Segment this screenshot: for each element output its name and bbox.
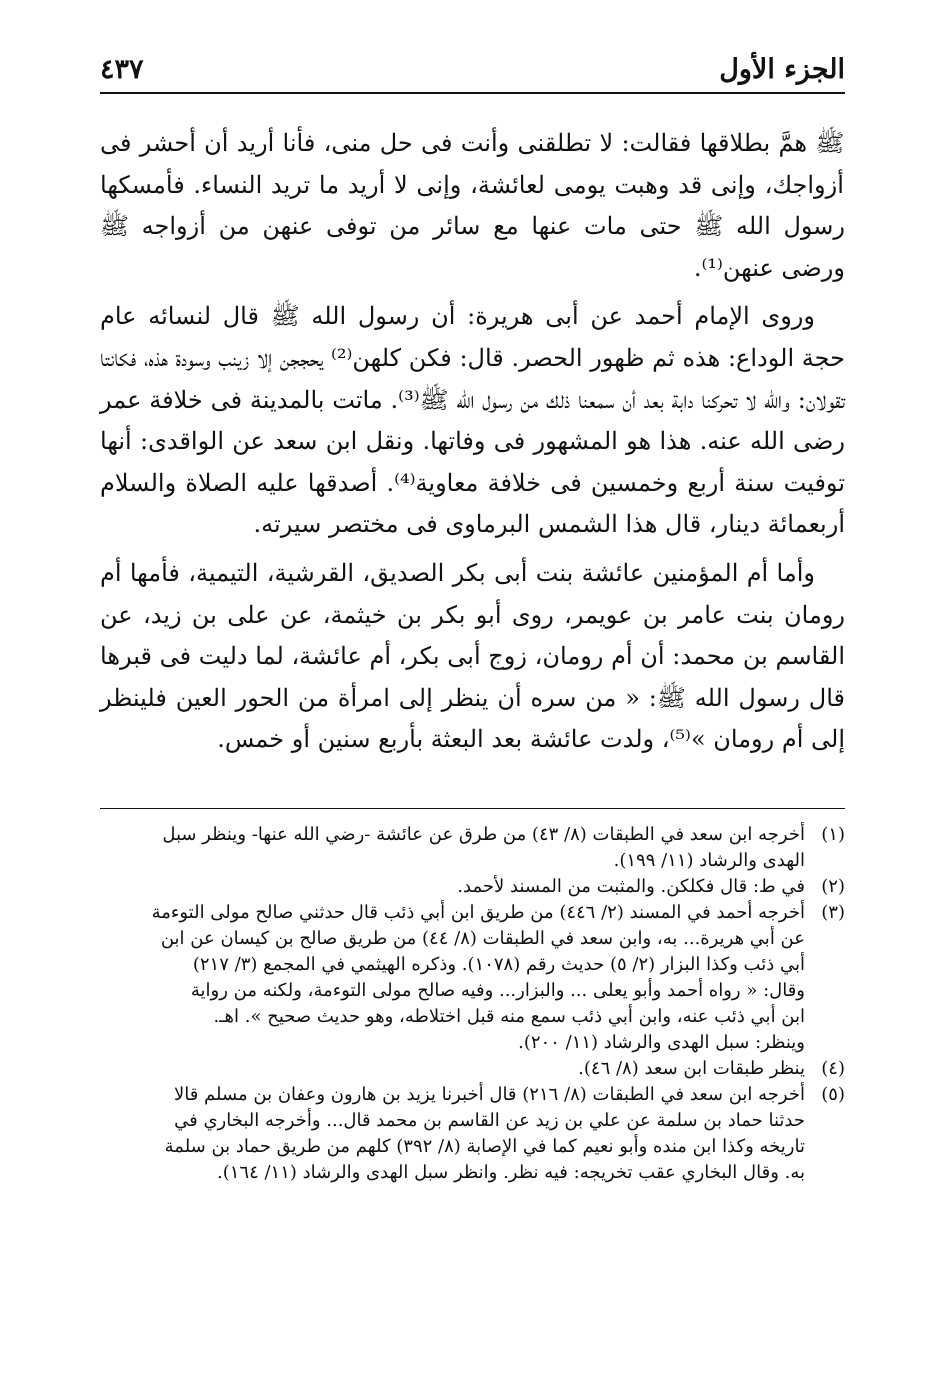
page-number: ٤٣٧ xyxy=(100,54,144,85)
text-line: وروى الإمام أحمد عن أبى هريرة: أن رسول الله ﷺ قال لنسائه عام حجة xyxy=(100,302,846,372)
running-header xyxy=(100,48,845,94)
text-line: ولدت عائشة بعد البعثة بأربع سنين أو خمس. xyxy=(217,725,655,754)
footnote xyxy=(100,822,845,874)
footnote-line: ينظر طبقات ابن سعد (٨/ ٤٦). xyxy=(578,1058,805,1079)
text-line: ﷺ: « من سره أن ينظر إلى امرأة من الحور العين فلينظر إلى أم رومان »⁽⁵⁾، xyxy=(100,683,845,754)
text-line: ﷺ همَّ بطلاقها فقالت: لا تطلقنى وأنت فى حل منى، فأنا أريد أن أحشر فى xyxy=(100,129,845,157)
paragraph xyxy=(100,296,845,546)
footnote-number: (١) xyxy=(821,824,845,845)
footnote-line: عن أبي هريرة... به، وابن سعد في الطبقات (٨/ ٤٤) من طريق صالح بن كيسان عن ابن xyxy=(160,928,805,949)
footnote-number: (٢) xyxy=(821,876,845,897)
footnote-line: به. وقال البخاري عقب تخريجه: فيه نظر. وانظر سبل الهدى والرشاد (١١/ ١٦٤). xyxy=(216,1162,805,1183)
text-line: فكانتا تقولان: والله لا تحركنا دابة بعد أن سمعنا ذلك من رسول الله ﷺ⁽³⁾. ماتت xyxy=(100,343,845,414)
footnote-line: وقال: « رواه أحمد وأبو يعلى ... والبزار... وفيه صالح مولى التوءمة، ولكنه من رواية xyxy=(190,980,805,1001)
text-line: وأما أم المؤمنين عائشة بنت أبى بكر الصديق، القرشية، التيمية، فأمها أم رومان xyxy=(100,558,845,629)
part-title: الجزء الأول xyxy=(719,54,845,85)
footnote-line: وينظر: سبل الهدى والرشاد (١١/ ٢٠٠). xyxy=(518,1032,805,1053)
text-line: محمد: أن أم رومان، زوج أبى بكر، أم عائشة، لما دليت فى قبرها قال رسول الله xyxy=(100,642,845,712)
footnote-number: (٤) xyxy=(821,1058,845,1079)
text-line: الوداع: هذه ثم ظهور الحصر. قال: فكن كلهن⁽²⁾ يحججن إلا زينب وسودة هذه، xyxy=(136,343,795,372)
footnote-number: (٥) xyxy=(821,1084,845,1105)
footnote-number: (٣) xyxy=(821,902,845,923)
footnote-line: في ط: قال فكلكن. والمثبت من المسند لأحمد. xyxy=(457,876,805,897)
footnote-line: أخرجه أحمد في المسند (٢/ ٤٤٦) من طريق ابن أبي ذئب قال حدثني صالح مولى التوءمة xyxy=(151,902,805,923)
footnote-line: أبي ذئب وكذا البزار (٢/ ٥) حديث رقم (١٠٧٨). وذكره الهيثمي في المجمع (٣/ ٢١٧) xyxy=(192,954,805,975)
paragraph xyxy=(100,123,845,289)
footnotes xyxy=(100,822,845,1186)
footnote-line: تاريخه وكذا ابن منده وأبو نعيم كما في الإصابة (٨/ ٣٩٢) كلهم من طريق حماد بن سلمة xyxy=(164,1136,805,1157)
footnote xyxy=(100,900,845,1056)
text-line: بالمدينة فى خلافة عمر رضى الله عنه. هذا هو المشهور فى وفاتها. ونقل ابن سعد xyxy=(100,385,846,456)
text-line: أزواجك، وإنى قد وهبت يومى لعائشة، وإنى لا أريد ما تريد النساء. فأمسكها xyxy=(100,170,844,199)
footnote-divider xyxy=(100,808,845,809)
footnote-line: أخرجه ابن سعد في الطبقات (٨/ ٢١٦) قال أخبرنا يزيد بن هارون وعفان بن مسلم قالا xyxy=(173,1084,805,1105)
paragraph xyxy=(100,553,845,761)
footnote-line: الهدى والرشاد (١١/ ١٩٩). xyxy=(613,850,805,871)
footnote xyxy=(100,874,845,900)
text-line: بنت عامر بن عويمر، روى أبو بكر بن خيثمة، عن على بن زيد، عن القاسم بن xyxy=(100,600,845,671)
footnote xyxy=(100,1056,845,1082)
footnote xyxy=(100,1082,845,1186)
text-line: عن الواقدى: أنها توفيت سنة أربع وخمسين فى خلافة معاوية⁽⁴⁾. أصدقها عليه xyxy=(100,427,845,497)
footnote-line: حدثنا حماد بن سلمة عن علي بن زيد عن القاسم بن محمد قال... وأخرجه البخاري في xyxy=(174,1110,805,1131)
main-text xyxy=(100,123,845,761)
footnote-line: ابن أبي ذئب عنه، وابن أبي ذئب سمع منه قبل اختلاطه، وهو حديث صحيح ». اهـ. xyxy=(213,1006,805,1027)
text-line: عنهن⁽¹⁾. xyxy=(693,253,774,282)
text-line: الصلاة والسلام أربعمائة دينار، قال هذا الشمس البرماوى فى مختصر سيرته. xyxy=(100,468,845,539)
text-line: رسول الله ﷺ حتى مات عنها مع سائر من توفى عنهن من أزواجه ﷺ ورضى xyxy=(100,212,845,282)
footnote-line: أخرجه ابن سعد في الطبقات (٨/ ٤٣) من طرق عن عائشة -رضي الله عنها- وينظر سبل xyxy=(162,824,805,845)
